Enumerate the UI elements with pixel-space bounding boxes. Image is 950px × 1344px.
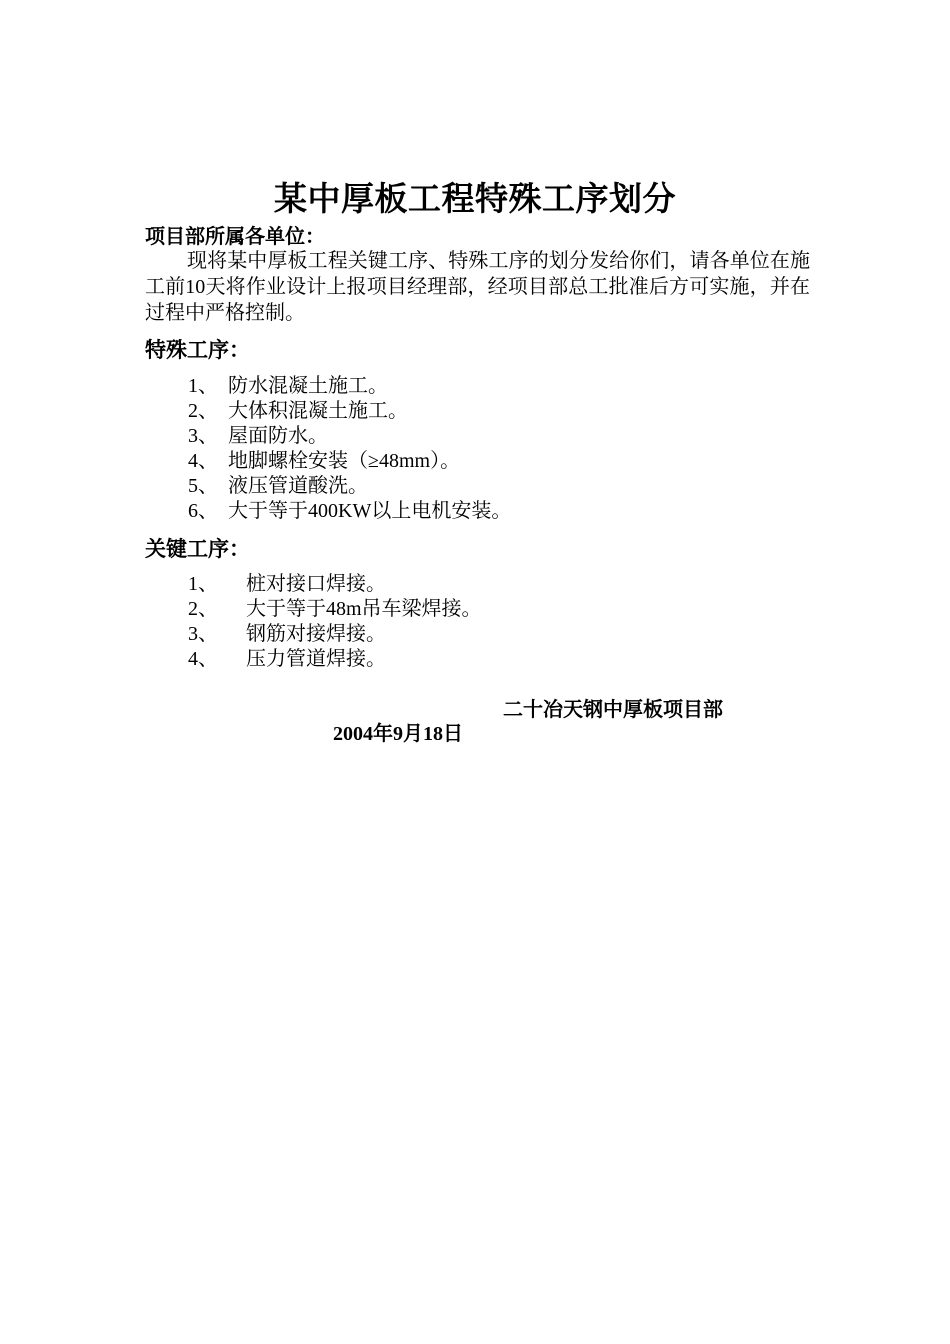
- list-item: [188, 597, 482, 622]
- intro-paragraph: 现将某中厚板工程关键工序、特殊工序的划分发给你们，请各单位在施工前10天将作业设计上报项目经理部，经项目部总工批准后方可实施，并在过程中严格控制。: [145, 250, 810, 324]
- key-process-list: [188, 572, 482, 672]
- item-number: 3、: [188, 425, 218, 447]
- list-item: [188, 499, 511, 524]
- item-text: 防水混凝土施工。: [228, 375, 388, 397]
- item-number: 6、: [188, 500, 218, 522]
- list-item: [188, 449, 511, 474]
- item-number: 2、: [188, 400, 218, 422]
- item-number: 3、: [188, 623, 218, 645]
- item-text: 地脚螺栓安装（≥48mm）。: [228, 450, 461, 472]
- list-item: [188, 474, 511, 499]
- special-process-heading: 特殊工序：: [145, 338, 250, 362]
- item-number: 2、: [188, 598, 218, 620]
- item-number: 1、: [188, 573, 218, 595]
- list-item: [188, 374, 511, 399]
- item-number: 1、: [188, 375, 218, 397]
- item-text: 压力管道焊接。: [246, 648, 386, 670]
- item-number: 5、: [188, 475, 218, 497]
- special-process-list: [188, 374, 511, 524]
- item-text: 液压管道酸洗。: [228, 475, 368, 497]
- item-text: 大于等于400KW以上电机安装。: [228, 500, 512, 522]
- key-process-heading: 关键工序：: [145, 537, 250, 561]
- signature-organization: 二十冶天钢中厚板项目部: [503, 699, 723, 721]
- item-text: 桩对接口焊接。: [246, 573, 386, 595]
- list-item: [188, 399, 511, 424]
- item-text: 钢筋对接焊接。: [246, 623, 386, 645]
- document-title: 某中厚板工程特殊工序划分: [274, 179, 676, 218]
- item-number: 4、: [188, 450, 218, 472]
- list-item: [188, 572, 482, 597]
- item-number: 4、: [188, 648, 218, 670]
- item-text: 屋面防水。: [228, 425, 328, 447]
- list-item: [188, 622, 482, 647]
- salutation: 项目部所属各单位：: [145, 226, 325, 248]
- item-text: 大体积混凝土施工。: [228, 400, 408, 422]
- list-item: [188, 647, 482, 672]
- list-item: [188, 424, 511, 449]
- item-text: 大于等于48m吊车梁焊接。: [246, 598, 482, 620]
- document-date: 2004年9月18日: [333, 723, 463, 745]
